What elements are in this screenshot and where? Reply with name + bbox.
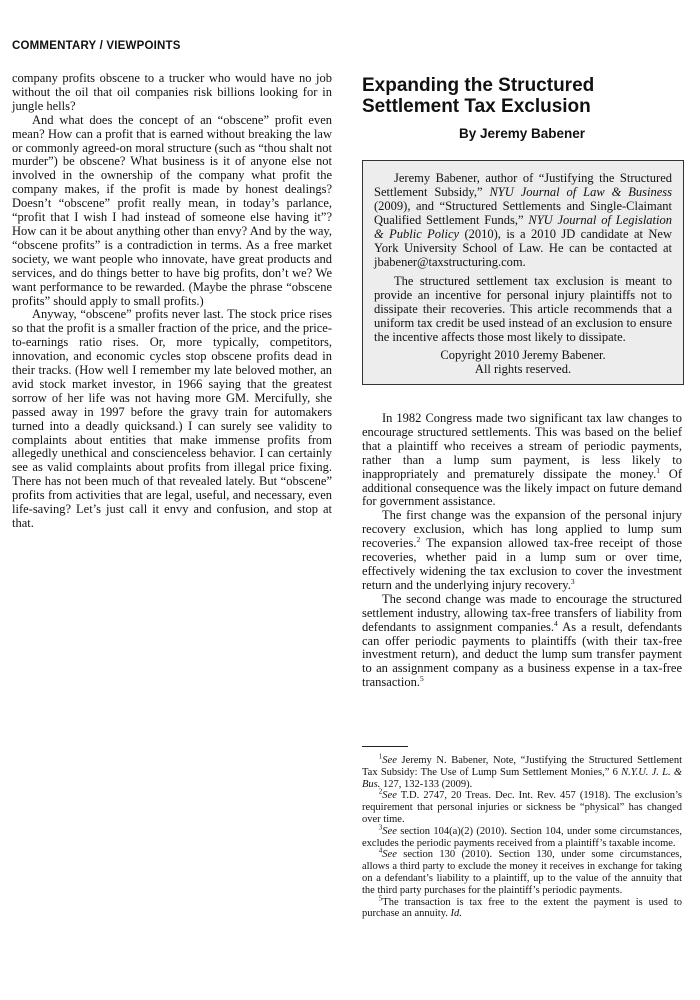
byline: By Jeremy Babener [458, 126, 586, 141]
footnote-text: 127, 132-133 (2009). [380, 778, 473, 790]
footnote-3 [362, 823, 682, 850]
section-header: COMMENTARY / VIEWPOINTS [12, 40, 181, 52]
bio-text: (2009), and “Structured Settlements and Single-Claimant Qualified Settlement Funds,” [374, 199, 672, 227]
bio-text: (2010), is a 2010 JD candidate at New York University School of Law. He can be contacted at jbabener@taxstructuring.com. [374, 227, 672, 269]
copyright-line-2: All rights reserved. [474, 362, 572, 376]
article-title [362, 75, 682, 117]
footnote-ref-3[interactable]: 3 [570, 576, 575, 586]
copyright-line-1: Copyright 2010 Jeremy Babener. [440, 348, 606, 362]
author-bio-box [362, 160, 684, 385]
footnote-signal: See [382, 849, 397, 861]
left-paragraph-1: company profits obscene to a trucker who would have no job without the oil that oil companies risk billions looking for in jungle hells? [12, 71, 332, 113]
footnotes [362, 752, 682, 920]
footnote-ref-2[interactable]: 2 [416, 535, 421, 544]
footnote-1 [362, 752, 682, 790]
left-paragraph-3: Anyway, “obscene” profits never last. The stock price rises so that the profit is a smaller fraction of the price, and the price-to-earnings ratio rises. Or, more typically, competitors, innovation, and economic cycles stop obscene profits dead in their tracks. (How well I remember my late beloved mother, an avid stock market investor, in 1966 saying that the greatest sorrow of her life was not having more GM. Mercifully, she passed away in 1997 before the gravy train for automakers turned into a deadly quicksand.) I can surely see validity to complaints about entities that make immense profits from allegedly unethical and conscienceless behavior. I can certainly see as valid complaints about profits from illegal price fixing. There has not been much of that revealed lately. But “obscene” profits from activities that are legal, useful, and necessary, even life-saving? Let’s just call it envy and confusion, and stop at that. [12, 307, 332, 530]
footnote-2 [362, 787, 682, 825]
article-title-line-1: Expanding the Structured [362, 75, 595, 96]
footnote-number: 4 [378, 846, 383, 855]
body-text: As a result, defendants can offer periodic payments to plaintiffs (with their tax-free investment return), and deduct the lump sum transfer payment to an assignment company as a business expense in a tax-free transaction. [362, 619, 682, 690]
footnote-ref-4[interactable]: 4 [554, 618, 558, 628]
bio-journal-1: NYU Journal of Law & Business [489, 185, 672, 199]
footnote-number: 1 [378, 752, 383, 761]
body-paragraph-1 [362, 412, 682, 509]
bio-journal-2: NYU Journal of Legislation & Public Policy [374, 213, 672, 241]
footnote-number: 2 [378, 787, 383, 796]
footnote-journal: N.Y.U. J. L. & Bus. [362, 766, 682, 790]
footnote-number: 5 [378, 894, 383, 903]
footnote-divider [362, 746, 408, 747]
footnote-id-signal: Id. [450, 908, 462, 920]
body-text: The first change was the expansion of the personal injury recovery exclusion, which has long applied to lump sum recoveries. [362, 508, 682, 551]
article-abstract: The structured settlement tax exclusion is meant to provide an incentive for personal injury plaintiffs not to dissipate their recoveries. This article recommends that a uniform tax credit be used instead of an exclusion to ensure the incentive affects those most likely to dissipate. [374, 274, 672, 344]
bio-text: Jeremy Babener, author of “Justifying the Structured Settlement Subsidy,” [374, 171, 672, 199]
footnote-number: 3 [378, 823, 383, 832]
body-text: The expansion allowed tax-free receipt of those recoveries, whether paid in a lump sum or over time, effectively widening the tax exclusion to cover the investment return and the underlying injury recovery. [362, 536, 682, 592]
footnote-signal: See [382, 755, 397, 766]
left-column [12, 72, 332, 531]
body-paragraph-2 [362, 509, 682, 592]
footnote-5 [362, 894, 682, 921]
footnote-text: The transaction is tax free to the extent the payment is used to purchase an annuity. [362, 896, 682, 920]
footnote-signal: See [382, 825, 397, 837]
footnote-ref-5[interactable]: 5 [419, 674, 424, 684]
body-paragraph-3 [362, 593, 682, 690]
footnote-text: section 130 (2010). Section 130, under some circumstances, allows a third party to exclude the money it receives in exchange for taking on a defendant’s liability to a plaintiff, up to the value of the annuity that the third party purchases for the plaintiff’s periodic payments. [362, 849, 682, 896]
body-text: Of additional consequence was the likely impact on future demand for government assistance. [362, 466, 682, 509]
body-text: In 1982 Congress made two significant tax law changes to encourage structured settlements. This was based on the belief that a plaintiff who receives a stream of periodic payments, rather than a lump sum payment, is less likely to inappropriately and prematurely dissipate the money. [362, 411, 682, 481]
author-bio [374, 171, 672, 269]
copyright-notice [374, 348, 672, 376]
article-body [362, 412, 682, 690]
left-paragraph-2: And what does the concept of an “obscene” profit even mean? How can a profit that is earned without breaking the law or commonly agreed-on moral structure (such as “thou shalt not murder”) be obscene? What business is it of anyone else not involved in the ownership of the company what profit the company makes, if the profit is made by honest dealings? Doesn’t “obscene” profit really mean, in today’s parlance, “profit that I wish I had instead of someone else having it”? How can it be about anything other than envy? And by the way, “obscene profits” is a contradiction in terms. As a free market society, we want people who innovate, have great products and services, and do things better to have big profits, don’t we? We want performance to be rewarded. (Maybe the phrase “obscene profits” should apply to small profits.) [12, 112, 332, 308]
footnote-text: Jeremy N. Babener, Note, “Justifying the Structured Settlement Tax Subsidy: The Use of Lump Sum Settlement Monies,” 6 [362, 755, 682, 778]
footnote-4 [362, 846, 682, 896]
footnote-text: T.D. 2747, 20 Treas. Dec. Int. Rev. 457 (1918). The exclusion’s requirement that personal injuries or sickness be “physical” has changed over time. [362, 790, 682, 825]
footnote-ref-1[interactable]: 1 [656, 465, 660, 475]
body-text: The second change was made to encourage the structured settlement industry, allowing tax-free transfers of liability from defendants to assignment companies. [362, 591, 682, 634]
footnote-text: section 104(a)(2) (2010). Section 104, under some circumstances, excludes the periodic payments received from a plaintiff’s taxable income. [362, 825, 682, 849]
footnote-signal: See [382, 790, 397, 802]
article-title-line-2: Settlement Tax Exclusion [362, 96, 591, 117]
